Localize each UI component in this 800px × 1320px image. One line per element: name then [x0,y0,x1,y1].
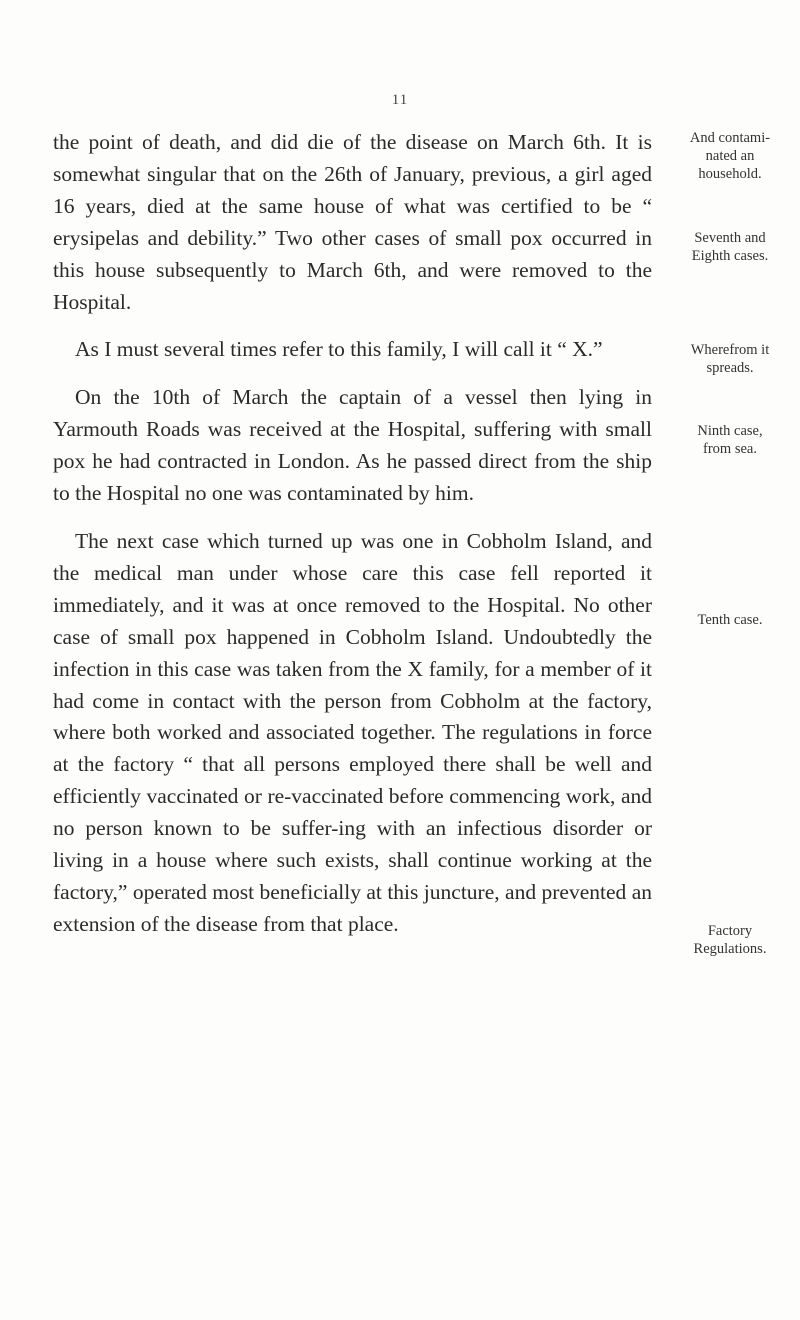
margin-note-line: nated an [705,148,755,164]
page-number: 11 [391,92,409,108]
margin-note-contaminated-household [665,129,795,183]
margin-note-line: Seventh and [694,230,766,246]
margin-note-wherefrom-spreads [665,341,795,377]
margin-note-line: Ninth case, [697,423,763,439]
margin-note-seventh-eighth-cases [665,229,795,265]
margin-note-line: Eighth cases. [691,248,769,264]
margin-note-tenth-case [665,611,795,629]
margin-note-line: And contami- [689,130,771,146]
paragraph-1: the point of death, and did die of the disease on March 6th. It is somewhat singular that on the 26th of January, previous, a girl aged 16 years, died at the same house of what was certified to be “ erysipelas and debility.” Two other cases of small pox occurred in this house subsequently to March 6th, and were removed to the Hospital. [53,130,652,314]
margin-note-line: spreads. [706,360,754,376]
margin-note-factory-regulations [665,922,795,958]
margin-note-ninth-case [665,422,795,458]
margin-note-line: Regulations. [693,941,767,957]
paragraph-4: The next case which turned up was one in Cobholm Island, and the medical man under whose care this case fell reported it immediately, and it was at once removed to the Hospital. No other case of small pox happened in Cobholm Island. Undoubtedly the infection in this case was taken from the X family, for a member of it had come in contact with the person from Cobholm at the factory, where both worked and associated together. The regulations in force at the factory “ that all persons employed there shall be well and efficiently vaccinated or re-vaccinated before commencing work, and no person known to be suffer-ing with an infectious disorder or living in a house where such exists, shall continue working at the factory,” operated most beneficially at this juncture, and prevented an extension of the disease from that place. [53,528,652,936]
margin-note-line: from sea. [703,441,757,457]
margin-note-line: Wherefrom it [690,342,770,358]
margin-note-line: Factory [707,923,753,939]
margin-note-line: Tenth case. [697,612,763,628]
paragraph-3: On the 10th of March the captain of a vessel then lying in Yarmouth Roads was received at the Hospital, suffering with small pox he had contracted in London. As he passed direct from the ship to the Hospital no one was contaminated by him. [53,385,652,506]
paragraph-2: As I must several times refer to this family, I will call it “ X.” [75,337,603,362]
margin-note-line: household. [698,166,762,182]
body-text [53,127,652,957]
